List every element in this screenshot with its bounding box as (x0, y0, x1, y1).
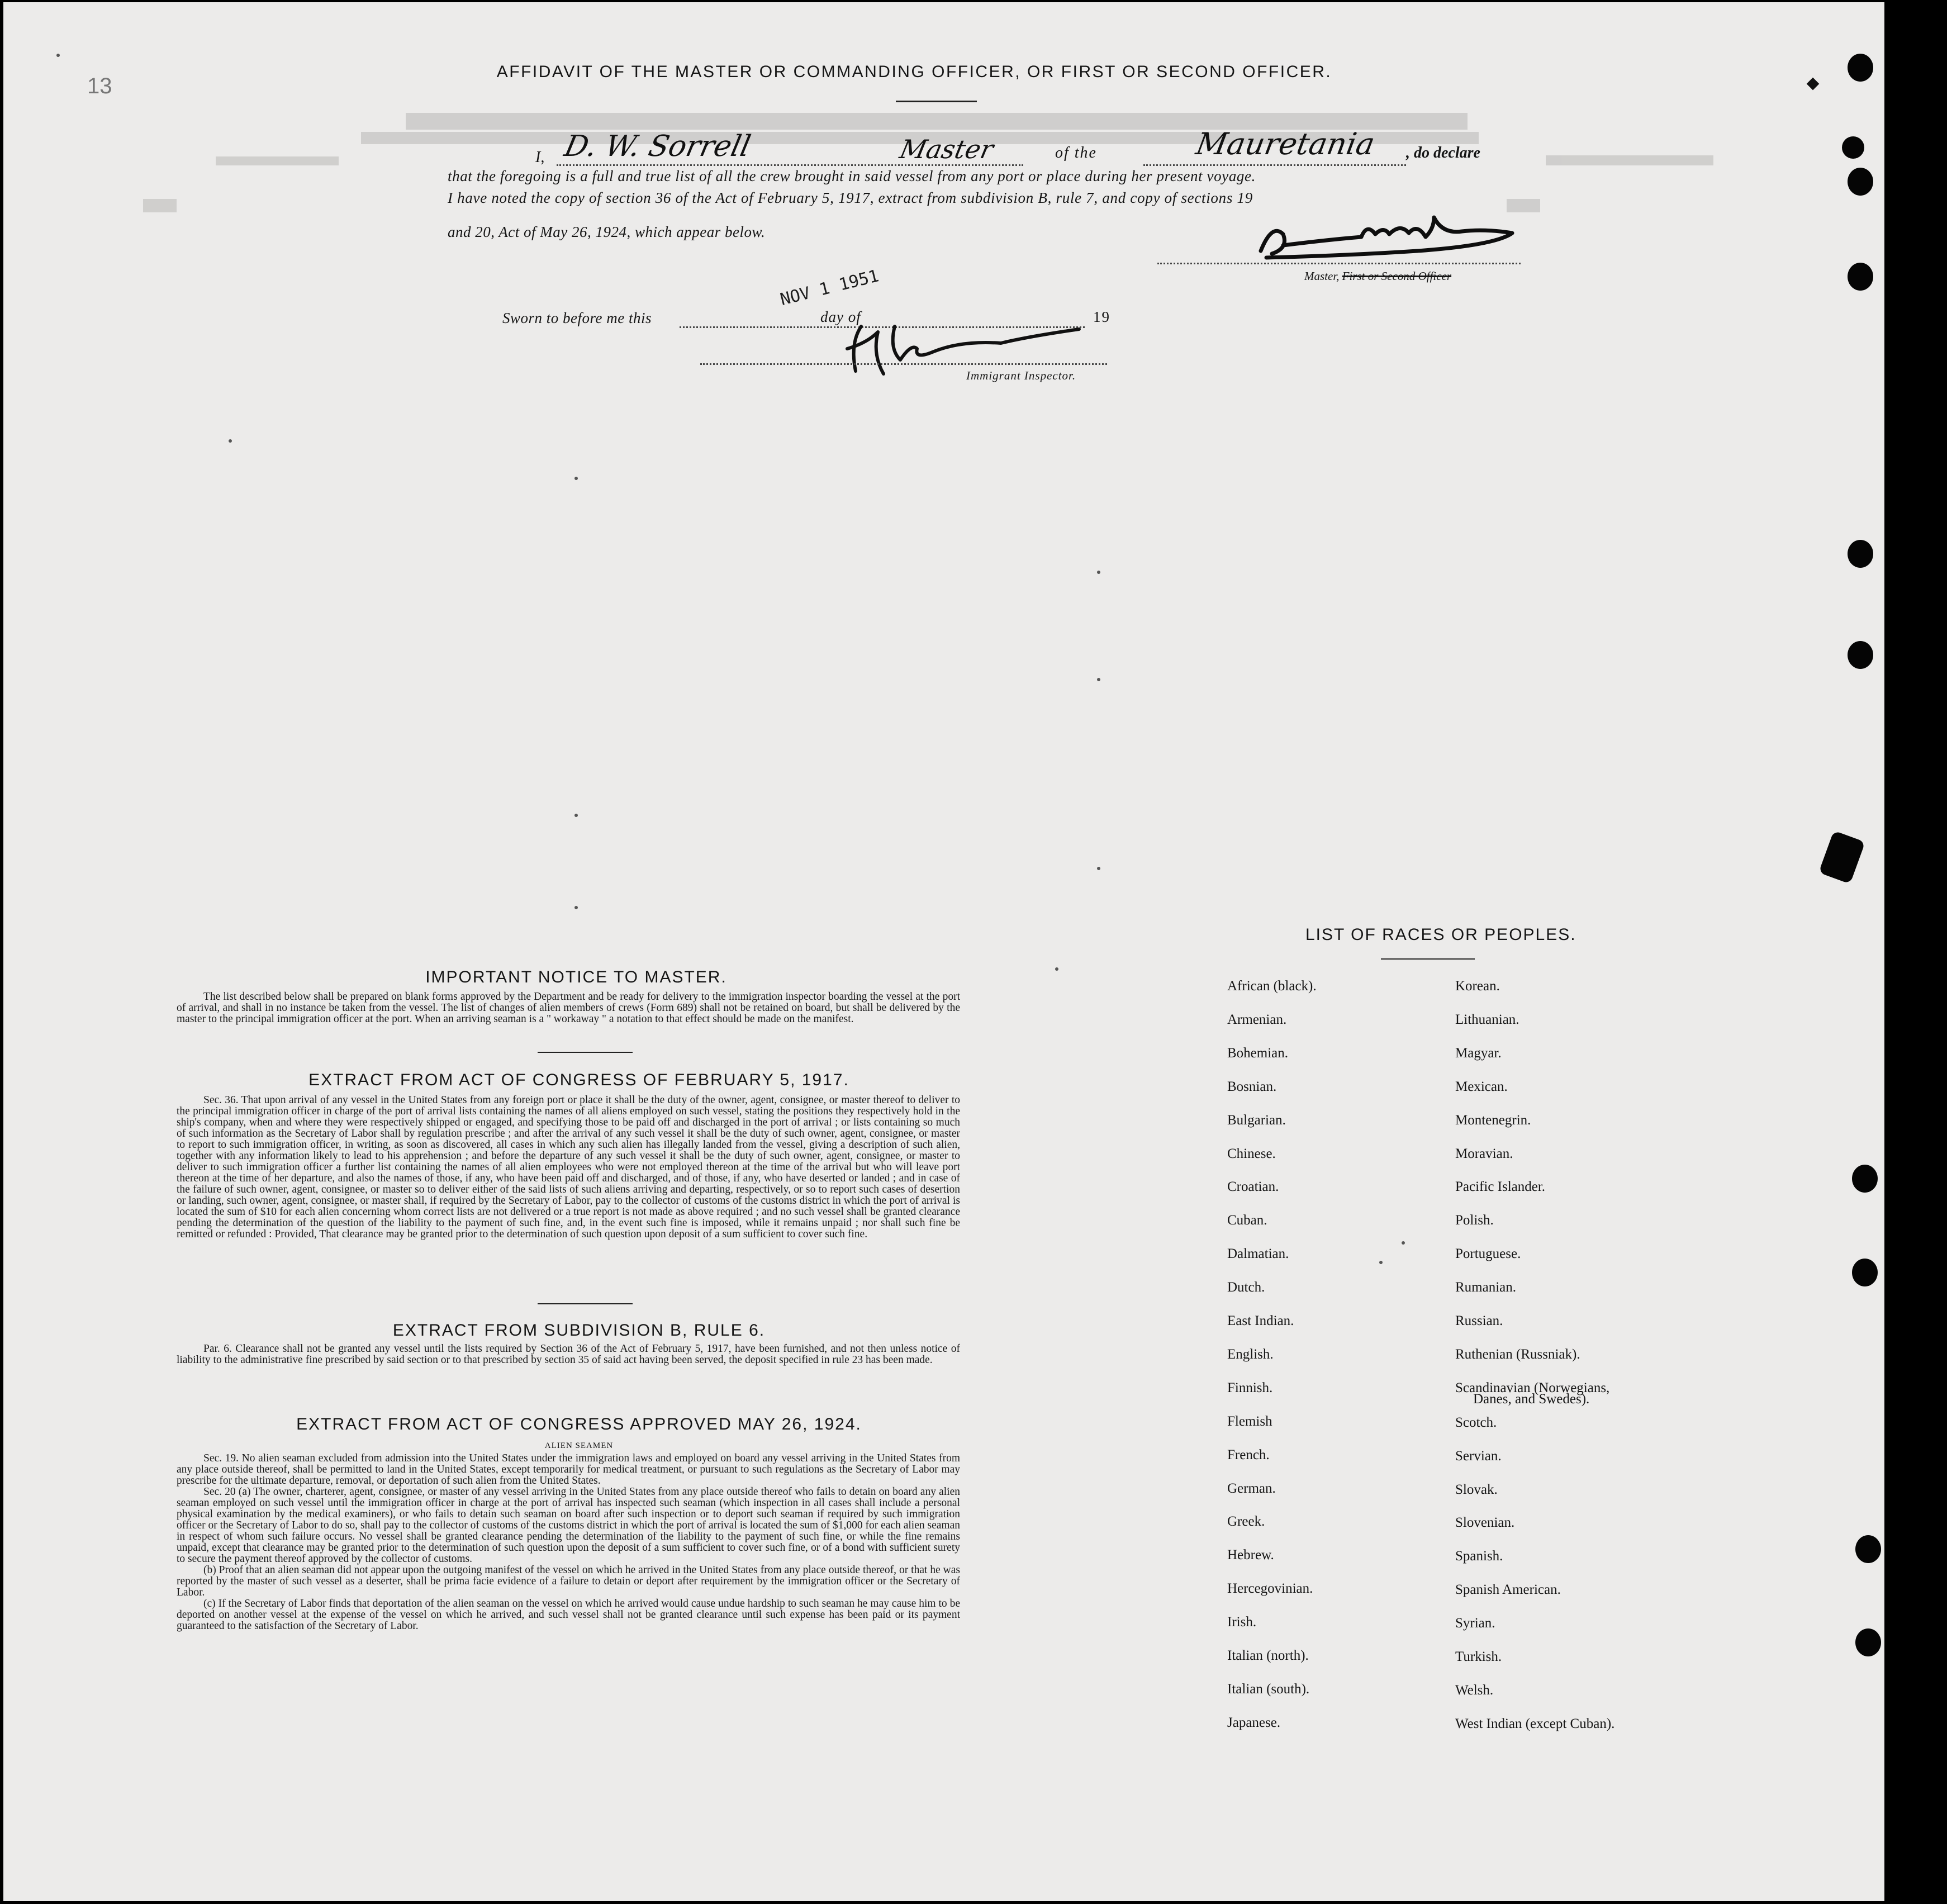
race-right-continuation: Danes, and Swedes). (1473, 1392, 1590, 1407)
master-label (1304, 269, 1451, 283)
notice-rule (538, 1052, 633, 1053)
date-stamp: NOV 1 1951 (778, 266, 881, 310)
race-item: African (black). (1227, 979, 1317, 994)
race-item: Pacific Islander. (1455, 1179, 1546, 1195)
of-the-label: of the (1055, 144, 1097, 162)
inspector-signature-line (700, 363, 1107, 365)
race-item: Armenian. (1227, 1012, 1287, 1027)
handwritten-rank: Master (897, 134, 996, 164)
race-item: Bohemian. (1227, 1045, 1289, 1061)
race-item: Finnish. (1227, 1380, 1273, 1395)
punch-hole (1848, 540, 1873, 568)
races-title: LIST OF RACES OR PEOPLES. (1305, 925, 1576, 944)
punch-hole (1848, 168, 1873, 196)
extract-1917-title: EXTRACT FROM ACT OF CONGRESS OF FEBRUARY 5, 1917. (308, 1071, 849, 1089)
race-item: Lithuanian. (1455, 1012, 1519, 1027)
race-item: Ruthenian (Russniak). (1455, 1346, 1580, 1362)
extract-rule6-text (177, 1343, 960, 1366)
race-item: Flemish (1227, 1413, 1272, 1429)
race-item: East Indian. (1227, 1313, 1294, 1328)
alien-seamen-subtitle: ALIEN SEAMEN (544, 1441, 614, 1450)
punch-hole (1848, 641, 1873, 669)
race-item: Korean. (1455, 979, 1500, 994)
struck-officer-label: First or Second Officer (1342, 269, 1452, 283)
name-blank (557, 164, 1023, 166)
race-item: French. (1227, 1447, 1270, 1463)
extract-1924-text (177, 1453, 960, 1632)
sec-19-paragraph: Sec. 19. No alien seaman excluded from admission into the United States under the immigration laws and employed on board any vessel arriving in the United States from any place outside thereof, shall be permitted to land in the United States, except temporarily for medical treatment, or pursuant to such regulations as the Secretary of Labor may prescribe for the ultimate departure, removal, or deportation of such alien from the United States. (177, 1452, 960, 1487)
affidavit-line-2: that the foregoing is a full and true list of all the crew brought in said vessel from any port or place during her present voyage. (448, 168, 1256, 184)
vessel-blank (1143, 164, 1406, 166)
race-item: Italian (north). (1227, 1648, 1309, 1663)
race-item: Servian. (1455, 1448, 1502, 1464)
race-item: Italian (south). (1227, 1681, 1310, 1697)
race-item: Syrian. (1455, 1616, 1495, 1631)
race-item: Hebrew. (1227, 1547, 1274, 1563)
sec-20b-paragraph: (b) Proof that an alien seaman did not appear upon the outgoing manifest of the vessel on which he arrived in the United States from any place outside thereof, or that he was reported by the master of such vessel as a deserter, shall be prima facie evidence of a failure to detain or deport after requirement by the immigration officer or the Secretary of Labor. (177, 1564, 960, 1598)
race-item: Japanese. (1227, 1715, 1281, 1730)
race-item: Mexican. (1455, 1079, 1508, 1094)
race-item: Bosnian. (1227, 1079, 1277, 1094)
race-item: Spanish American. (1455, 1582, 1561, 1598)
race-item: Portuguese. (1455, 1246, 1521, 1262)
race-item: Croatian. (1227, 1179, 1279, 1195)
race-item: Slovenian. (1455, 1515, 1515, 1531)
handwritten-vessel: Mauretania (1193, 126, 1378, 162)
race-item: Dalmatian. (1227, 1246, 1289, 1262)
handwritten-name: D. W. Sorrell (561, 130, 754, 163)
notice-title: IMPORTANT NOTICE TO MASTER. (425, 968, 727, 986)
race-item: Moravian. (1455, 1146, 1513, 1161)
race-item: Russian. (1455, 1313, 1503, 1328)
race-item: Irish. (1227, 1615, 1257, 1630)
master-signature-line (1157, 263, 1521, 264)
punch-hole (1848, 263, 1873, 291)
day-of-label: day of (820, 308, 861, 325)
race-item: Slovak. (1455, 1482, 1498, 1497)
affidavit-line-4: and 20, Act of May 26, 1924, which appear below. (448, 224, 766, 240)
affidavit-title: AFFIDAVIT OF THE MASTER OR COMMANDING OFFICER, OR FIRST OR SECOND OFFICER. (496, 63, 1332, 81)
declarant-prefix: I, (535, 149, 545, 166)
affidavit-line-3: I have noted the copy of section 36 of the Act of February 5, 1917, extract from subdivision B, rule 7, and copy of sections 19 (448, 189, 1253, 206)
race-item: German. (1227, 1480, 1276, 1496)
sec-20c-paragraph: (c) If the Secretary of Labor finds that deportation of the alien seaman on the vessel on which he arrived would cause undue hardship to such seaman he may cause him to be deported on another vessel at the expense of the vessel on which he arrived, and such vessel shall not be granted clearance until such expense has been paid or its payment guaranteed to the satisfaction of the Secretary of Labor. (177, 1598, 960, 1632)
race-item: Cuban. (1227, 1213, 1267, 1228)
notice-text (177, 991, 960, 1025)
race-item: Rumanian. (1455, 1280, 1517, 1295)
inspector-label: Immigrant Inspector. (966, 369, 1076, 382)
races-title-rule (1381, 958, 1475, 960)
do-declare-label: , do declare (1406, 144, 1480, 162)
master-label-text: Master, (1304, 269, 1340, 283)
extract-1924-title: EXTRACT FROM ACT OF CONGRESS APPROVED MAY 26, 1924. (296, 1415, 862, 1433)
race-item: Polish. (1455, 1213, 1494, 1228)
year-prefix: 19 (1093, 308, 1110, 325)
punch-hole (1852, 1259, 1878, 1286)
race-item: Bulgarian. (1227, 1112, 1286, 1128)
race-item: Spanish. (1455, 1549, 1503, 1564)
extract-1917-text (177, 1095, 960, 1240)
notice-paragraph: The list described below shall be prepared on blank forms approved by the Department and be ready for delivery to the immigration inspector boarding the vessel at the port of arrival, and shall in no instance be taken from the vessel. The list of changes of alien members of crews (Form 689) shall not be retained on board, but shall be delivered by the master to the principal immigration officer at the port. When an arriving seaman is a " workaway " a notation to that effect should be made on the manifest. (177, 991, 960, 1025)
race-item: Turkish. (1455, 1649, 1502, 1664)
corner-mark: 13 (87, 74, 112, 98)
master-signature (1250, 212, 1529, 268)
sec-20a-paragraph: Sec. 20 (a) The owner, charterer, agent, consignee, or master of any vessel arriving in the United States from any place outside thereof who fails to detain on board any alien seaman employed on such vessel until the immigration officer in charge at the port of arrival has inspected such seaman (which inspection in all cases shall include a personal physical examination by the medical examiners), or who fails to detain such seaman on board after such inspection or to deport such seaman if required by such immigration officer or the Secretary of Labor to do so, shall pay to the collector of customs of the customs district in which the port of arrival is located the sum of $1,000 for each alien seaman in respect of whom such failure occurs. No vessel shall be granted clearance pending the determination of the liability to the payment of such fine, or while the fine remains unpaid, except that clearance may be granted prior to the determination of such question upon the deposit of a sum sufficient to cover such fine, or of a bond with sufficient surety to secure the payment thereof approved by the collector of customs. (177, 1486, 960, 1565)
document-page (3, 2, 1884, 1901)
extract-rule6-title: EXTRACT FROM SUBDIVISION B, RULE 6. (392, 1321, 766, 1340)
race-item: Magyar. (1455, 1045, 1502, 1061)
punch-hole (1852, 1165, 1878, 1193)
race-item: West Indian (except Cuban). (1455, 1716, 1615, 1731)
race-item: Montenegrin. (1455, 1112, 1531, 1128)
punch-hole (1855, 1628, 1881, 1656)
affidavit-title-rule (896, 101, 977, 102)
par-6-paragraph: Par. 6. Clearance shall not be granted any vessel until the lists required by Section 36 of the Act of February 5, 1917, have been furnished, and not then unless notice of liability to the administrative fine prescribed by said section or to that prescribed by section 35 of said act having been served, the deposit specified in rule 23 has been made. (177, 1343, 960, 1366)
punch-hole (1848, 54, 1873, 82)
race-item: English. (1227, 1346, 1274, 1362)
section-36-paragraph: Sec. 36. That upon arrival of any vessel in the United States from any foreign port or place it shall be the duty of the owner, agent, consignee, or master thereof to deliver to the principal immigration officer in charge of the port of arrival lists containing the names of all aliens employed on such vessel, stating the positions they respectively hold in the ship's company, when and where they were respectively shipped or engaged, and specifying those to be paid off and discharged in the port of arrival ; or lists containing so much of such information as the Secretary of Labor shall by regulation prescribe ; and after the arrival of any such vessel it shall be the duty of such owner, agent, consignee, or master to report to such immigration officer, in writing, as soon as discovered, all cases in which any such alien has illegally landed from the vessel, giving a description of such alien, together with any information likely to lead to his apprehension ; and before the departure of any such vessel it shall be the duty of such owner, agent, consignee, or master to deliver to such immigration officer a further list containing the names of all alien employees who were not employed thereon at the time of the arrival but who will leave port thereon at the time of her departure, and also the names of those, if any, who have been paid off and discharged, and of those, if any, who have deserted or landed ; and in case of the failure of such owner, agent, consignee, or master so to deliver either of the said lists of such aliens arriving and departing, respectively, or so to report such cases of desertion or landing, such owner, agent, consignee, or master shall, if required by the Secretary of Labor, pay to the collector of customs of the customs district in which the port of arrival is located the sum of $10 for each alien concerning whom correct lists are not delivered or a true report is not made as above required ; and no such vessel shall be granted clearance pending the determination of the question of the liability to the payment of such fine, and, in the event such fine is imposed, while it remains unpaid ; nor shall such fine be remitted or refunded : Provided, That clearance may be granted prior to the determination of such question upon deposit of a sum sufficient to cover such fine. (177, 1094, 960, 1240)
race-item: Scotch. (1455, 1414, 1497, 1430)
punch-hole (1855, 1535, 1881, 1563)
race-item: Scandinavian (Norwegians, (1455, 1380, 1610, 1395)
race-item: Welsh. (1455, 1682, 1494, 1698)
race-item: Greek. (1227, 1514, 1265, 1530)
punch-hole (1842, 136, 1864, 159)
race-item: Chinese. (1227, 1146, 1276, 1161)
sworn-label: Sworn to before me this (502, 310, 652, 326)
race-item: Dutch. (1227, 1280, 1265, 1295)
race-item: Hercegovinian. (1227, 1581, 1313, 1597)
extract-1917-rule (538, 1303, 633, 1304)
